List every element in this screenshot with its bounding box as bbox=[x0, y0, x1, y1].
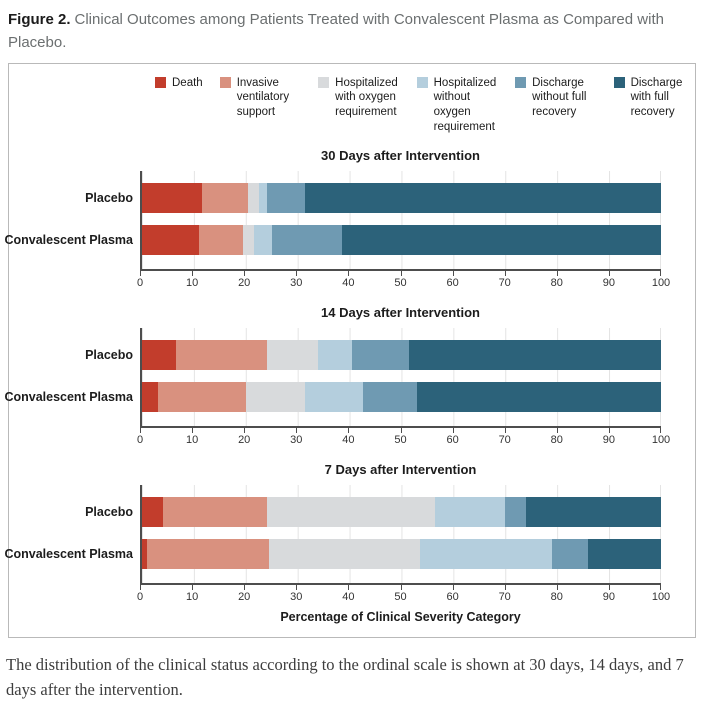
tick-mark bbox=[192, 428, 193, 433]
stacked-bar-placebo-30d bbox=[142, 183, 661, 213]
bar-segment-invasive-ventilatory-support bbox=[199, 225, 243, 255]
chart-legend bbox=[155, 76, 695, 136]
tick-label: 50 bbox=[394, 591, 407, 604]
tick-mark bbox=[609, 271, 610, 276]
legend-item-1 bbox=[155, 76, 203, 91]
tick-mark bbox=[140, 585, 141, 590]
figure-title bbox=[0, 0, 704, 61]
tick-label: 30 bbox=[290, 277, 303, 290]
panel-title-30-days: 30 Days after Intervention bbox=[321, 148, 480, 164]
bar-row-placebo bbox=[85, 340, 661, 370]
tick-mark bbox=[660, 585, 661, 590]
figure-title-text: Clinical Outcomes among Patients Treated with Convalescent Plasma as Compared with Placebo. bbox=[8, 11, 664, 52]
tick-label: 100 bbox=[651, 591, 671, 604]
tick-label: 50 bbox=[394, 434, 407, 447]
bar-segment-invasive-ventilatory-support bbox=[163, 497, 267, 527]
bar-segment-hospitalized-without-oxygen-requirement bbox=[435, 497, 505, 527]
x-axis-tick-marks bbox=[140, 271, 661, 276]
bar-row-convalescent-plasma bbox=[4, 225, 661, 255]
legend-label: Death bbox=[172, 76, 203, 89]
x-axis-tick-labels bbox=[136, 277, 671, 292]
bar-segment-hospitalized-with-oxygen-requirement bbox=[246, 382, 306, 412]
tick-mark bbox=[557, 271, 558, 276]
x-axis-tick-labels bbox=[136, 434, 671, 449]
figure-box bbox=[4, 63, 696, 638]
bar-segment-discharge-with-full-recovery bbox=[588, 539, 661, 569]
plot-area-30-days bbox=[4, 171, 671, 292]
x-axis-title: Percentage of Clinical Severity Category bbox=[280, 610, 521, 625]
tick-label: 60 bbox=[446, 591, 459, 604]
row-label-placebo: Placebo bbox=[85, 348, 133, 363]
tick-mark bbox=[244, 271, 245, 276]
tick-label: 0 bbox=[136, 591, 144, 604]
legend-item-5 bbox=[515, 76, 596, 121]
tick-mark bbox=[505, 428, 506, 433]
bar-segment-hospitalized-without-oxygen-requirement bbox=[420, 539, 552, 569]
tick-label: 0 bbox=[136, 277, 144, 290]
panel-30-days bbox=[4, 148, 695, 292]
bar-segment-hospitalized-with-oxygen-requirement bbox=[269, 539, 420, 569]
bar-row-convalescent-plasma bbox=[4, 539, 661, 569]
bar-segment-discharge-without-full-recovery bbox=[272, 225, 342, 255]
tick-mark bbox=[296, 271, 297, 276]
tick-label: 10 bbox=[185, 434, 199, 447]
tick-label: 100 bbox=[651, 277, 671, 290]
tick-mark bbox=[192, 271, 193, 276]
bar-segment-invasive-ventilatory-support bbox=[147, 539, 269, 569]
legend-item-4 bbox=[417, 76, 498, 136]
bar-segment-death bbox=[142, 497, 163, 527]
legend-item-2 bbox=[220, 76, 301, 121]
tick-mark bbox=[401, 585, 402, 590]
tick-label: 70 bbox=[498, 277, 511, 290]
tick-mark bbox=[296, 428, 297, 433]
legend-swatch-icon bbox=[220, 77, 231, 88]
bars-region bbox=[4, 328, 661, 426]
tick-mark bbox=[348, 428, 349, 433]
row-label-placebo: Placebo bbox=[85, 191, 133, 206]
tick-label: 80 bbox=[550, 277, 563, 290]
bar-segment-discharge-without-full-recovery bbox=[352, 340, 409, 370]
tick-mark bbox=[557, 585, 558, 590]
tick-mark bbox=[192, 585, 193, 590]
bar-segment-invasive-ventilatory-support bbox=[176, 340, 267, 370]
bar-segment-discharge-with-full-recovery bbox=[526, 497, 661, 527]
tick-mark bbox=[660, 271, 661, 276]
tick-mark bbox=[348, 271, 349, 276]
row-label-convalescent-plasma: Convalescent Plasma bbox=[4, 390, 133, 405]
plot-area-14-days bbox=[4, 328, 671, 449]
legend-label: Discharge without full recovery bbox=[532, 76, 587, 119]
tick-label: 100 bbox=[651, 434, 671, 447]
x-axis-tick-marks bbox=[140, 428, 661, 433]
legend-label: Discharge with full recovery bbox=[630, 76, 683, 119]
bar-segment-death bbox=[142, 382, 158, 412]
tick-mark bbox=[401, 271, 402, 276]
bar-segment-death bbox=[142, 225, 199, 255]
bar-segment-invasive-ventilatory-support bbox=[202, 183, 249, 213]
tick-mark bbox=[453, 271, 454, 276]
tick-label: 90 bbox=[602, 591, 616, 604]
bar-segment-death bbox=[142, 183, 202, 213]
bar-segment-discharge-with-full-recovery bbox=[342, 225, 661, 255]
stacked-bar-convalescent-plasma-30d bbox=[142, 225, 661, 255]
tick-mark bbox=[244, 428, 245, 433]
legend-swatch-icon bbox=[318, 77, 329, 88]
bar-segment-hospitalized-with-oxygen-requirement bbox=[243, 225, 253, 255]
bar-row-placebo bbox=[85, 497, 661, 527]
tick-mark bbox=[296, 585, 297, 590]
tick-label: 70 bbox=[498, 591, 511, 604]
tick-mark bbox=[244, 585, 245, 590]
figure-number: Figure 2. bbox=[8, 11, 71, 28]
tick-mark bbox=[140, 428, 141, 433]
tick-label: 60 bbox=[446, 434, 459, 447]
tick-label: 60 bbox=[446, 277, 459, 290]
row-label-convalescent-plasma: Convalescent Plasma bbox=[4, 233, 133, 248]
bar-segment-hospitalized-without-oxygen-requirement bbox=[305, 382, 362, 412]
tick-mark bbox=[660, 428, 661, 433]
bar-segment-discharge-without-full-recovery bbox=[267, 183, 306, 213]
tick-label: 10 bbox=[185, 591, 199, 604]
tick-label: 80 bbox=[550, 591, 563, 604]
bar-segment-discharge-without-full-recovery bbox=[505, 497, 526, 527]
tick-label: 70 bbox=[498, 434, 511, 447]
bar-segment-death bbox=[142, 340, 176, 370]
bar-row-placebo bbox=[85, 183, 661, 213]
tick-mark bbox=[453, 428, 454, 433]
bar-segment-hospitalized-without-oxygen-requirement bbox=[259, 183, 267, 213]
tick-label: 80 bbox=[550, 434, 563, 447]
tick-label: 30 bbox=[290, 434, 303, 447]
panel-7-days bbox=[4, 462, 695, 606]
bar-segment-discharge-with-full-recovery bbox=[417, 382, 661, 412]
stacked-bar-placebo-14d bbox=[142, 340, 661, 370]
tick-label: 40 bbox=[342, 434, 355, 447]
tick-mark bbox=[401, 428, 402, 433]
tick-mark bbox=[557, 428, 558, 433]
tick-label: 20 bbox=[238, 434, 251, 447]
bar-segment-discharge-without-full-recovery bbox=[363, 382, 417, 412]
tick-label: 10 bbox=[185, 277, 199, 290]
bar-segment-hospitalized-with-oxygen-requirement bbox=[267, 340, 319, 370]
tick-mark bbox=[453, 585, 454, 590]
x-axis-tick-marks bbox=[140, 585, 661, 590]
legend-swatch-icon bbox=[417, 77, 428, 88]
x-axis-tick-labels bbox=[136, 591, 671, 606]
stacked-bar-convalescent-plasma-14d bbox=[142, 382, 661, 412]
tick-mark bbox=[609, 585, 610, 590]
tick-label: 40 bbox=[342, 277, 355, 290]
stacked-bar-placebo-7d bbox=[142, 497, 661, 527]
bar-segment-hospitalized-with-oxygen-requirement bbox=[267, 497, 436, 527]
bar-segment-discharge-without-full-recovery bbox=[552, 539, 588, 569]
tick-mark bbox=[505, 585, 506, 590]
row-label-convalescent-plasma: Convalescent Plasma bbox=[4, 547, 133, 562]
legend-item-6 bbox=[614, 76, 695, 121]
tick-label: 30 bbox=[290, 591, 303, 604]
tick-mark bbox=[140, 271, 141, 276]
bar-segment-discharge-with-full-recovery bbox=[409, 340, 661, 370]
legend-swatch-icon bbox=[515, 77, 526, 88]
stacked-bar-convalescent-plasma-7d bbox=[142, 539, 661, 569]
tick-label: 20 bbox=[238, 591, 251, 604]
panel-title-7-days: 7 Days after Intervention bbox=[324, 462, 477, 478]
tick-label: 20 bbox=[238, 277, 251, 290]
row-label-placebo: Placebo bbox=[85, 505, 133, 520]
tick-mark bbox=[505, 271, 506, 276]
panel-14-days bbox=[4, 305, 695, 449]
legend-item-3 bbox=[318, 76, 399, 121]
bar-segment-invasive-ventilatory-support bbox=[158, 382, 246, 412]
legend-label: Hospitalized with oxygen requirement bbox=[335, 76, 398, 119]
bar-segment-hospitalized-without-oxygen-requirement bbox=[254, 225, 272, 255]
bar-segment-discharge-with-full-recovery bbox=[305, 183, 661, 213]
legend-swatch-icon bbox=[155, 77, 166, 88]
tick-mark bbox=[609, 428, 610, 433]
bar-segment-hospitalized-with-oxygen-requirement bbox=[248, 183, 258, 213]
panel-title-14-days: 14 Days after Intervention bbox=[321, 305, 480, 321]
bars-region bbox=[4, 485, 661, 583]
legend-swatch-icon bbox=[614, 77, 625, 88]
tick-label: 40 bbox=[342, 591, 355, 604]
bar-row-convalescent-plasma bbox=[4, 382, 661, 412]
figure-caption: The distribution of the clinical status according to the ordinal scale is shown at 30 days, 14 days, and 7 days after the intervention. bbox=[6, 654, 684, 700]
bar-segment-hospitalized-without-oxygen-requirement bbox=[318, 340, 352, 370]
plot-area-7-days bbox=[4, 485, 671, 606]
bars-region bbox=[4, 171, 661, 269]
tick-label: 90 bbox=[602, 277, 616, 290]
tick-label: 50 bbox=[394, 277, 407, 290]
legend-label: Invasive ventilatory support bbox=[236, 76, 290, 119]
tick-label: 0 bbox=[136, 434, 144, 447]
tick-mark bbox=[348, 585, 349, 590]
legend-label: Hospitalized without oxygen requirement bbox=[433, 76, 497, 134]
tick-label: 90 bbox=[602, 434, 616, 447]
